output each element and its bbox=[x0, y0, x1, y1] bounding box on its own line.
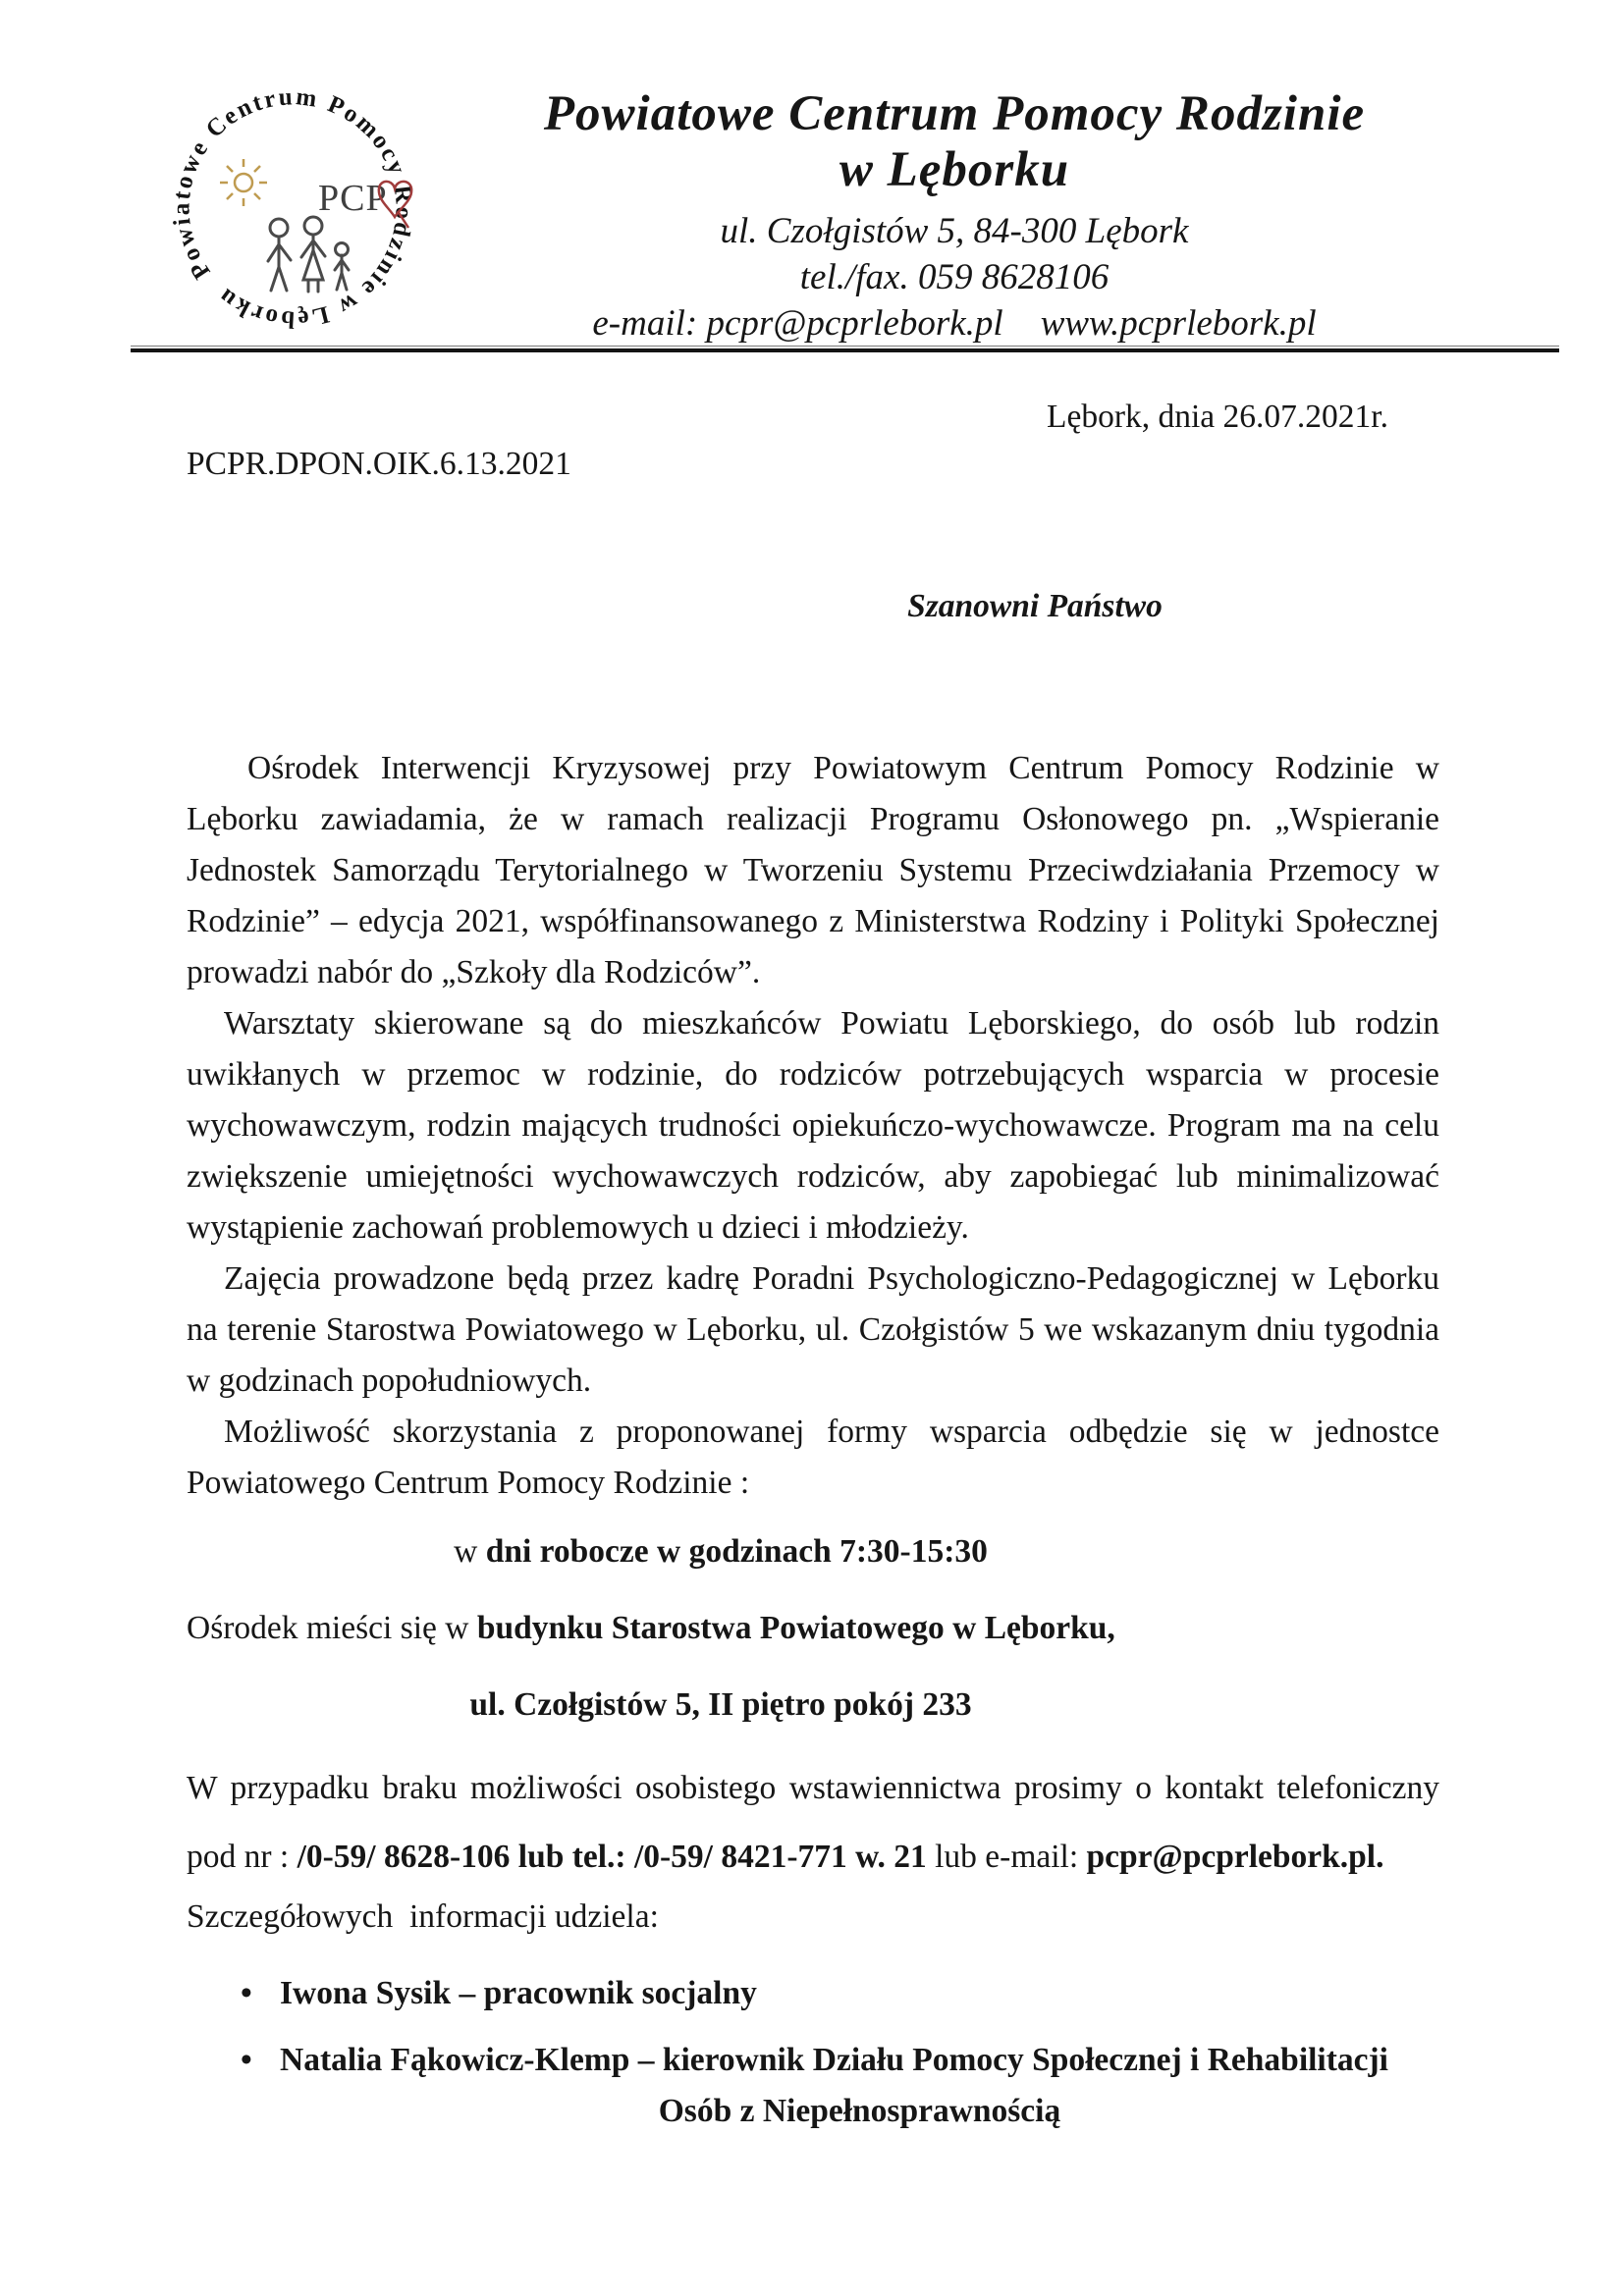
contact-persons-list bbox=[187, 1968, 1439, 2137]
logo-acronym-text: PCP bbox=[318, 178, 388, 219]
contact-mid: lub e-mail: bbox=[926, 1839, 1087, 1875]
contact-prefix: pod nr : bbox=[187, 1839, 298, 1875]
letterhead-divider bbox=[131, 346, 1559, 352]
org-phone: tel./fax. 059 8628106 bbox=[799, 257, 1110, 298]
sun-icon bbox=[220, 159, 267, 206]
letter-body bbox=[187, 358, 1439, 2137]
reference-number: PCPR.DPON.OIK.6.13.2021 bbox=[187, 446, 571, 482]
office-hours bbox=[187, 1526, 1255, 1577]
list-item bbox=[187, 2035, 1439, 2137]
org-website: www.pcprlebork.pl bbox=[1040, 303, 1317, 345]
org-name-line1: Powiatowe Centrum Pomocy Rodzinie bbox=[543, 86, 1366, 141]
office-room: ul. Czołgistów 5, II piętro pokój 233 bbox=[469, 1686, 972, 1723]
contact-line1: W przypadku braku możliwości osobistego wstawiennictwa prosimy o kontakt telefoniczny bbox=[187, 1770, 1439, 1806]
office-hours-prefix: w bbox=[454, 1533, 486, 1570]
bullet-icon: • bbox=[241, 2042, 252, 2078]
org-email: e-mail: pcpr@pcprlebork.pl bbox=[592, 303, 1003, 345]
contact-person-2 bbox=[280, 2035, 1439, 2137]
contact-line2 bbox=[187, 1823, 1439, 1892]
contact-email: pcpr@pcprlebork.pl. bbox=[1086, 1839, 1384, 1875]
org-name-line2: w Lęborku bbox=[839, 142, 1070, 198]
logo-circle-text: Powiatowe Centrum Pomocy Rodzinie w Lęborku bbox=[168, 83, 417, 333]
org-email-www bbox=[287, 300, 1622, 347]
info-heading: Szczegółowych informacji udziela: bbox=[187, 1898, 659, 1935]
org-address: ul. Czołgistów 5, 84-300 Lębork bbox=[720, 211, 1189, 252]
paragraph-3: Zajęcia prowadzone będą przez kadrę Poradni Psychologiczno-Pedagogicznej w Lęborku na terenie Starostwa Powiatowego w Lęborku, ul. Czołgistów 5 we wskazanym dniu tygodnia w godzinach popołudniowych. bbox=[187, 1260, 1439, 1399]
office-hours-bold: dni robocze w godzinach 7:30-15:30 bbox=[485, 1533, 988, 1570]
contact-person-2-line1: Natalia Fąkowicz-Klemp – kierownik Działu Pomocy Społecznej i Rehabilitacji bbox=[280, 2042, 1388, 2078]
contact-person-1: Iwona Sysik – pracownik socjalny bbox=[280, 1975, 757, 2011]
contact-person-2-line2: Osób z Niepełnosprawnością bbox=[658, 2093, 1061, 2129]
contact-phones: /0-59/ 8628-106 lub tel.: /0-59/ 8421-771 w. 21 bbox=[297, 1839, 927, 1875]
contact-paragraph bbox=[187, 1754, 1439, 1892]
paragraph-2: Warsztaty skierowane są do mieszkańców Powiatu Lęborskiego, do osób lub rodzin uwikłanych w przemoc w rodzinie, do rodziców potrzebujących wsparcia w procesie wychowawczym, rodzin mających trudności opiekuńczo-wychowawcze. Program ma na celu zwiększenie umiejętności wychowawczych rodziców, aby zapobiegać lub minimalizować wystąpienie zachowań problemowych u dzieci i młodzieży. bbox=[187, 1005, 1439, 1246]
paragraph-4: Możliwość skorzystania z proponowanej formy wsparcia odbędzie się w jednostce Powiatowego Centrum Pomocy Rodzinie : bbox=[187, 1414, 1439, 1501]
bullet-icon: • bbox=[241, 1975, 252, 2011]
office-location bbox=[187, 1603, 1439, 1654]
office-location-bold: budynku Starostwa Powiatowego w Lęborku, bbox=[476, 1610, 1115, 1646]
list-item bbox=[187, 1968, 1439, 2019]
paragraph-1: Ośrodek Interwencji Kryzysowej przy Powiatowym Centrum Pomocy Rodzinie w Lęborku zawiadamia, że w ramach realizacji Programu Osłonowego pn. „Wspieranie Jednostek Samorządu Terytorialnego w Tworzeniu Systemu Przeciwdziałania Przemocy w Rodzinie” – edycja 2021, współfinansowanego z Ministerstwa Rodziny i Polityki Społecznej prowadzi nabór do „Szkoły dla Rodziców”. bbox=[187, 750, 1439, 990]
letterhead-text bbox=[287, 86, 1622, 347]
office-location-prefix: Ośrodek mieści się w bbox=[187, 1610, 477, 1646]
salutation: Szanowni Państwo bbox=[907, 588, 1163, 624]
date-line: Lębork, dnia 26.07.2021r. bbox=[1047, 399, 1388, 435]
